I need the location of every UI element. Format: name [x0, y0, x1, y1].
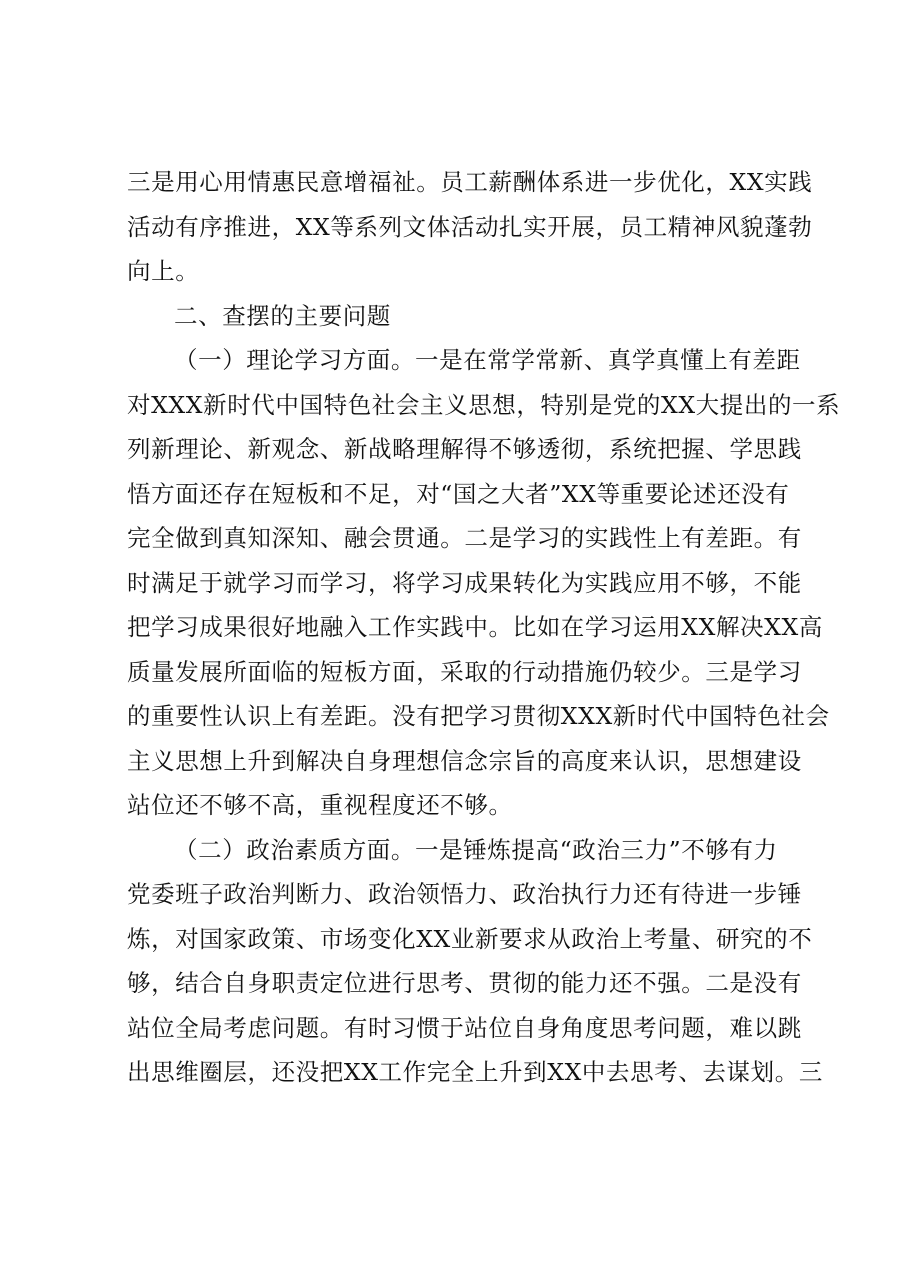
text-line: 主义思想上升到解决自身理想信念宗旨的高度来认识，思想建设	[127, 746, 802, 775]
section-heading: 二、查摆的主要问题	[174, 301, 391, 330]
text-line: 质量发展所面临的短板方面，采取的行动措施仍较少。三是学习	[127, 657, 802, 686]
text-line: 站位还不够不高，重视程度还不够。	[127, 791, 513, 819]
paragraph-start: （一）理论学习方面。一是在常学常新、真学真懂上有差距	[174, 346, 801, 374]
text-line: 对XXX新时代中国特色社会主义思想，特别是党的XX大提出的一系	[127, 390, 841, 419]
text-line: 悟方面还存在短板和不足，对“国之大者”XX等重要论述还没有	[127, 479, 790, 508]
text-line: 党委班子政治判断力、政治领悟力、政治执行力还有待进一步锤	[127, 880, 802, 908]
text-line: 活动有序推进，XX等系列文体活动扎实开展，员工精神风貌蓬勃	[127, 212, 813, 241]
text-line: 时满足于就学习而学习，将学习成果转化为实践应用不够，不能	[127, 568, 802, 597]
text-line: 把学习成果很好地融入工作实践中。比如在学习运用XX解决XX高	[127, 613, 823, 641]
text-line: 出思维圈层，还没把XX工作完全上升到XX中去思考、去谋划。三	[127, 1058, 823, 1086]
text-line: 完全做到真知深知、融会贯通。二是学习的实践性上有差距。有	[127, 524, 802, 552]
paragraph-start: （二）政治素质方面。一是锤炼提高“政治三力”不够有力	[174, 835, 778, 864]
text-line: 炼，对国家政策、市场变化XX业新要求从政治上考量、研究的不	[127, 924, 813, 953]
text-line: 站位全局考虑问题。有时习惯于站位自身角度思考问题，难以跳	[127, 1013, 802, 1042]
text-line: 够，结合自身职责定位进行思考、贯彻的能力还不强。二是没有	[127, 969, 802, 997]
text-line: 向上。	[127, 257, 200, 285]
document-body	[127, 160, 841, 1095]
text-line: 三是用心用情惠民意增福祉。员工薪酬体系进一步优化，XX实践	[127, 168, 813, 196]
text-line: 的重要性认识上有差距。没有把学习贯彻XXX新时代中国特色社会	[127, 702, 830, 730]
text-line: 列新理论、新观念、新战略理解得不够透彻，系统把握、学思践	[127, 435, 802, 463]
